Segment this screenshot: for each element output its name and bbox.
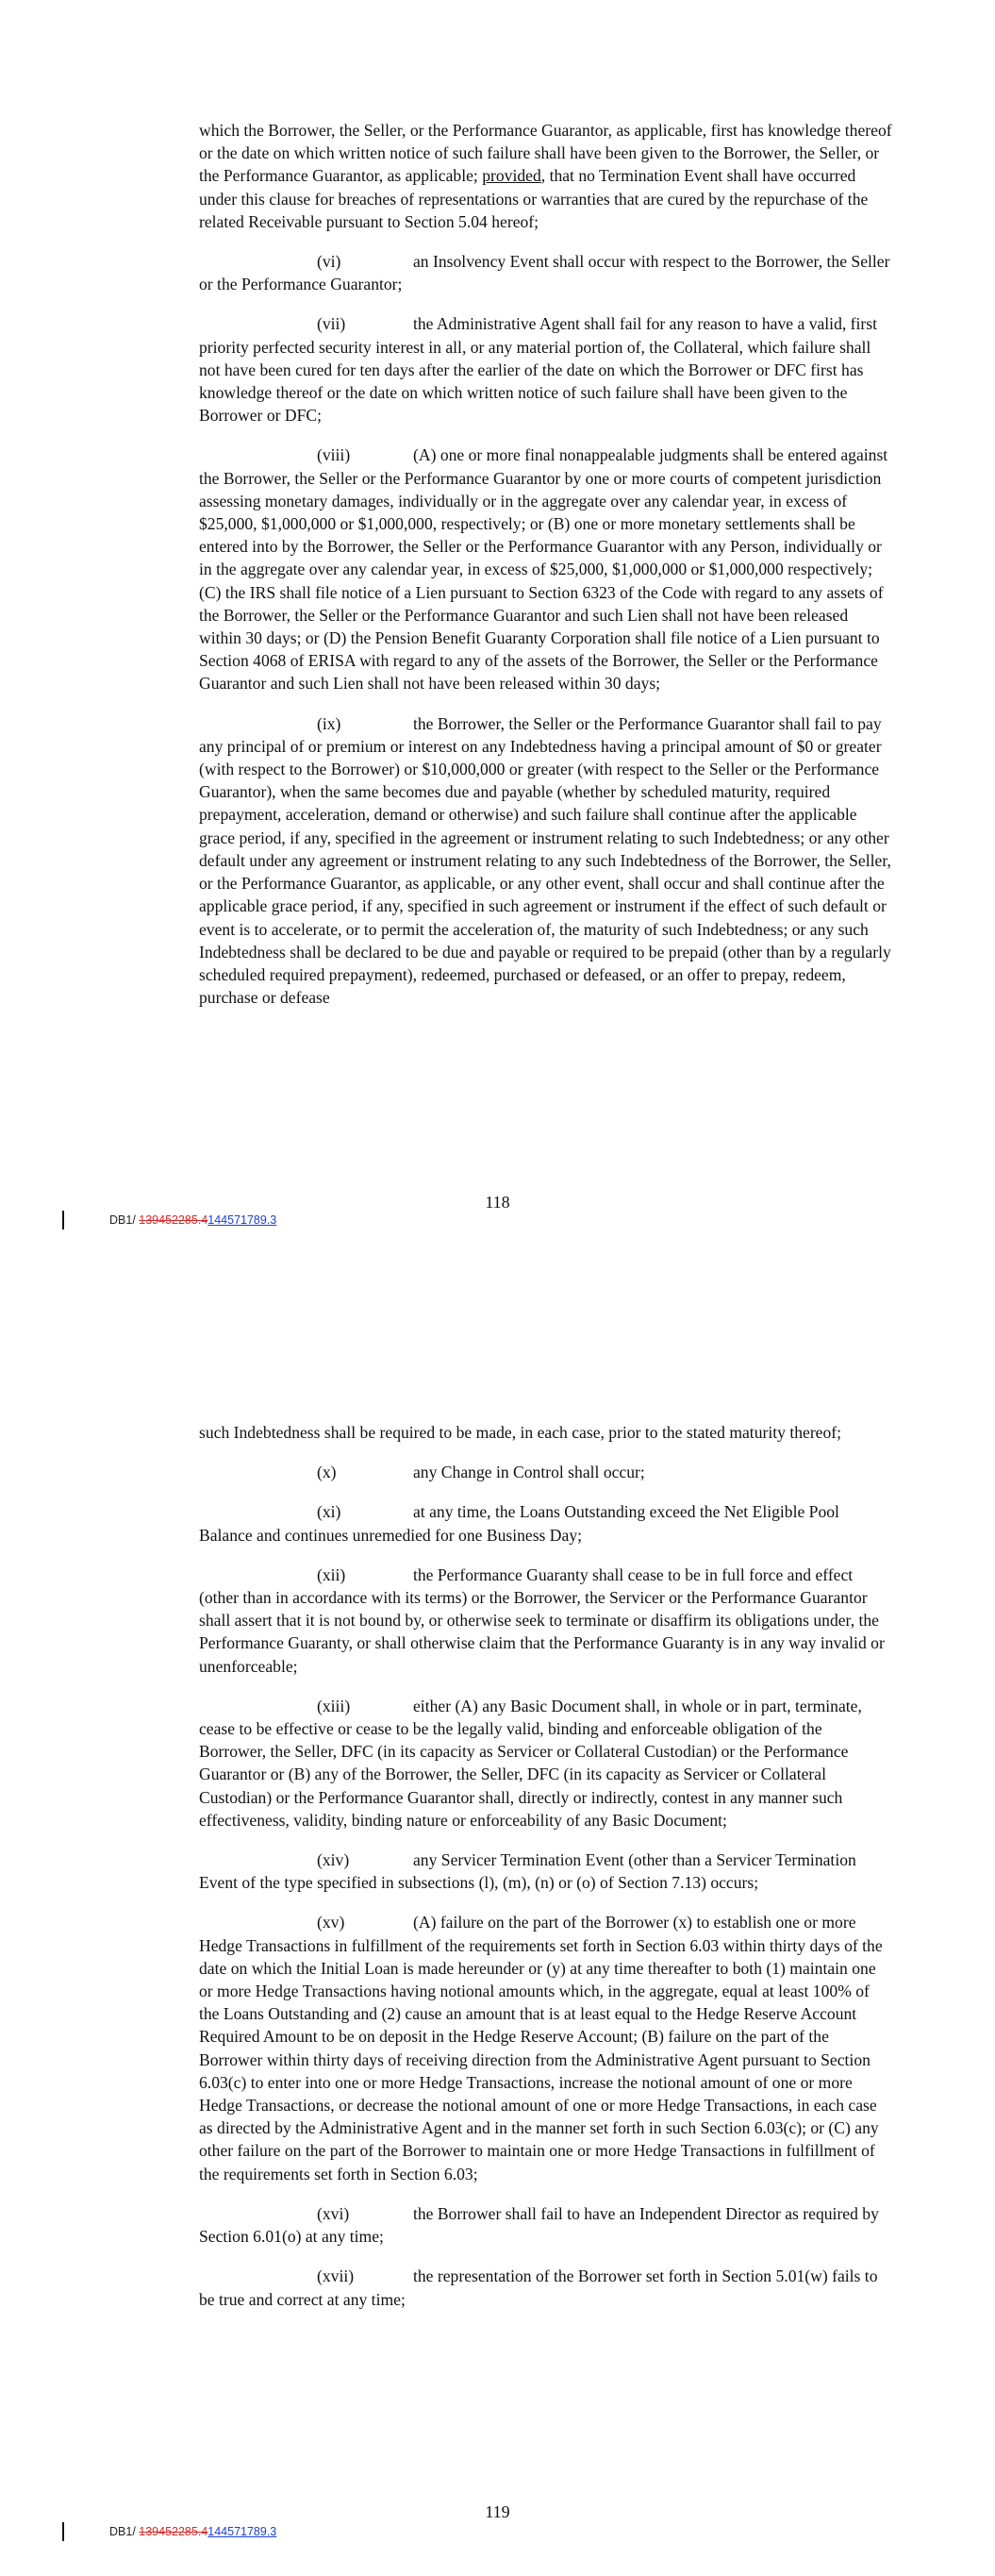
paragraph-continuation: which the Borrower, the Seller, or the Performance Guarantor, as applicable, first has knowledge thereof or the date on which written notice of such failure shall have been given to the Borrower, the Seller, or the Performance Guarantor, as applicable; provided, that no Termination Event shall have occurred under this clause for breaches of representations or warranties that are cured by the repurchase of the related Receivable pursuant to Section 5.04 hereof;: [199, 121, 892, 231]
clause-label: (xvii): [317, 2267, 355, 2286]
clause-xvi: [199, 2202, 892, 2248]
clause-text: (A) failure on the part of the Borrower (x) to establish one or more Hedge Transactions in fulfillment of the requirements set forth in Section 6.03 within thirty days of the date on which the Initial Loan is made hereunder or (y) at any time thereafter to both (1) maintain one or more Hedge Transactions having notional amounts which, in the aggregate, equal at least 100% of the Loans Outstanding and (2) cause an amount that is at least equal to the Hedge Reserve Account Required Amount to be on deposit in the Hedge Reserve Account; (B) failure on the part of the Borrower within thirty days of receiving direction from the Administrative Agent pursuant to Section 6.03(c) to enter into one or more Hedge Transactions, increase the notional amount of one or more Hedge Transactions, or decrease the notional amount of one or more Hedge Transactions, in each case as directed by the Administrative Agent and in the manner set forth in such Section 6.03(c); or (C) any other failure on the part of the Borrower to maintain one or more Hedge Transactions in fulfillment of the requirements set forth in Section 6.03;: [199, 1913, 883, 2183]
clause-label: (viii): [317, 445, 351, 465]
clause-text: the representation of the Borrower set forth in Section 5.01(w) fails to be true and correct at any time;: [199, 2267, 878, 2309]
clause-label: (xvi): [317, 2203, 350, 2223]
page-body: [199, 119, 892, 1026]
clause-label: (vi): [317, 252, 341, 272]
clause-text: the Performance Guaranty shall cease to be in full force and effect (other than in accordance with its terms) or the Borrower, the Servicer or the Performance Guarantor shall assert that it is not bound by, or otherwise seek to terminate or disaffirm its obligations under, the Performance Guaranty, or shall otherwise claim that the Performance Guaranty is in any way invalid or unenforceable;: [199, 1564, 885, 1676]
clause-text: the Borrower shall fail to have an Independent Director as required by Section 6.01(o) at any time;: [199, 2203, 879, 2247]
clause-text: at any time, the Loans Outstanding exceed the Net Eligible Pool Balance and continues unremedied for one Business Day;: [199, 1502, 839, 1545]
clause-label: (xiv): [317, 1850, 350, 1870]
clause-label: (xii): [317, 1564, 346, 1584]
clause-text: the Borrower, the Seller or the Performance Guarantor shall fail to pay any principal of or premium or interest on any Indebtedness having a principal amount of $0 or greater (with respect to the Borrower) or $10,000,000 or greater (with respect to the Seller or the Performance Guarantor), when the same becomes due and payable (whether by scheduled maturity, required prepayment, acceleration, demand or otherwise) and such failure shall continue after the applicable grace period, if any, specified in the agreement or instrument relating to such Indebtedness; or any other default under any agreement or instrument relating to any such Indebtedness of the Borrower, the Seller, or the Performance Guarantor, as applicable, or any other event, shall occur and shall continue after the applicable grace period, if any, specified in such agreement or instrument if the effect of such default or event is to accelerate, or to permit the acceleration of, the maturity of such Indebtedness; or any such Indebtedness shall be declared to be due and payable or required to be prepaid (other than by a regularly scheduled required prepayment), redeemed, purchased or defeased, or an offer to prepay, redeem, purchase or defease: [199, 713, 891, 1008]
clause-label: (xi): [317, 1502, 341, 1522]
clause-text: any Servicer Termination Event (other than a Servicer Termination Event of the type specified in subsections (l), (m), (n) or (o) of Section 7.13) occurs;: [199, 1850, 856, 1893]
clause-vii: [199, 312, 892, 427]
inserted-doc-id: 144571789.3: [207, 2525, 277, 2538]
clause-xvii: [199, 2265, 892, 2310]
clause-xv: [199, 1911, 892, 2184]
page-number: 119: [485, 2502, 510, 2521]
page-number: 118: [485, 1193, 510, 1212]
clause-label: (ix): [317, 713, 341, 733]
page-body: [199, 1421, 892, 2328]
clause-xiii: [199, 1695, 892, 1832]
document-page-119: [0, 1288, 995, 2576]
clause-vi: [199, 250, 892, 295]
deleted-doc-id: 139452285.4: [139, 1213, 208, 1227]
clause-ix: [199, 712, 892, 1010]
paragraph-continuation: such Indebtedness shall be required to be made, in each case, prior to the stated maturity thereof;: [199, 1423, 842, 1442]
clause-label: (xiii): [317, 1696, 351, 1715]
clause-label: (vii): [317, 314, 346, 334]
clause-text: (A) one or more final nonappealable judgments shall be entered against the Borrower, the Seller or the Performance Guarantor by one or more courts of competent jurisdiction assessing monetary damages, individually or in the aggregate over any calendar year, in excess of $25,000, $1,000,000 or $1,000,000, respectively; or (B) one or more monetary settlements shall be entered into by the Borrower, the Seller or the Performance Guarantor with any Person, individually or in the aggregate over any calendar year, in excess of $25,000, $1,000,000 or $1,000,000 respectively; (C) the IRS shall file notice of a Lien pursuant to Section 6323 of the Code with regard to any assets of the Borrower, the Seller or the Performance Guarantor and such Lien shall not have been released within 30 days; or (D) the Pension Benefit Guaranty Corporation shall file notice of a Lien pursuant to Section 4068 of ERISA with regard to any of the assets of the Borrower, the Seller or the Performance Guarantor and such Lien shall not have been released within 30 days;: [199, 445, 888, 694]
clause-xi: [199, 1500, 892, 1546]
deleted-doc-id: 139452285.4: [139, 2525, 208, 2538]
inserted-doc-id: 144571789.3: [207, 1213, 277, 1227]
clause-xiv: [199, 1848, 892, 1894]
clause-text: an Insolvency Event shall occur with respect to the Borrower, the Seller or the Performance Guarantor;: [199, 252, 890, 294]
clause-text: either (A) any Basic Document shall, in whole or in part, terminate, cease to be effective or cease to be the legally valid, binding and enforceable obligation of the Borrower, the Seller, DFC (in its capacity as Servicer or Collateral Custodian) or the Performance Guarantor or (B) any of the Borrower, the Seller, DFC (in its capacity as Servicer or Collateral Custodian) or the Performance Guarantor shall, directly or indirectly, contest in any manner such effectiveness, validity, binding nature or enforceability of any Basic Document;: [199, 1696, 862, 1830]
clause-label: (xv): [317, 1913, 345, 1932]
clause-viii: [199, 443, 892, 694]
clause-xii: [199, 1564, 892, 1678]
clause-text: any Change in Control shall occur;: [413, 1463, 645, 1482]
clause-x: [199, 1461, 892, 1483]
change-bar: [62, 2522, 64, 2541]
clause-text: the Administrative Agent shall fail for any reason to have a valid, first priority perfected security interest in all, or any material portion of, the Collateral, which failure shall not have been cured for ten days after the earlier of the date on which the Borrower or DFC first has knowledge thereof or the date on which written notice of such failure shall have been given to the Borrower or DFC;: [199, 314, 878, 426]
provided-term: provided: [482, 166, 541, 186]
clause-label: (x): [317, 1463, 337, 1482]
change-bar: [62, 1211, 64, 1229]
doc-id-footer: DB1/ 139452285.4144571789.3: [109, 1213, 277, 1227]
doc-id-footer: DB1/ 139452285.4144571789.3: [109, 2525, 277, 2538]
